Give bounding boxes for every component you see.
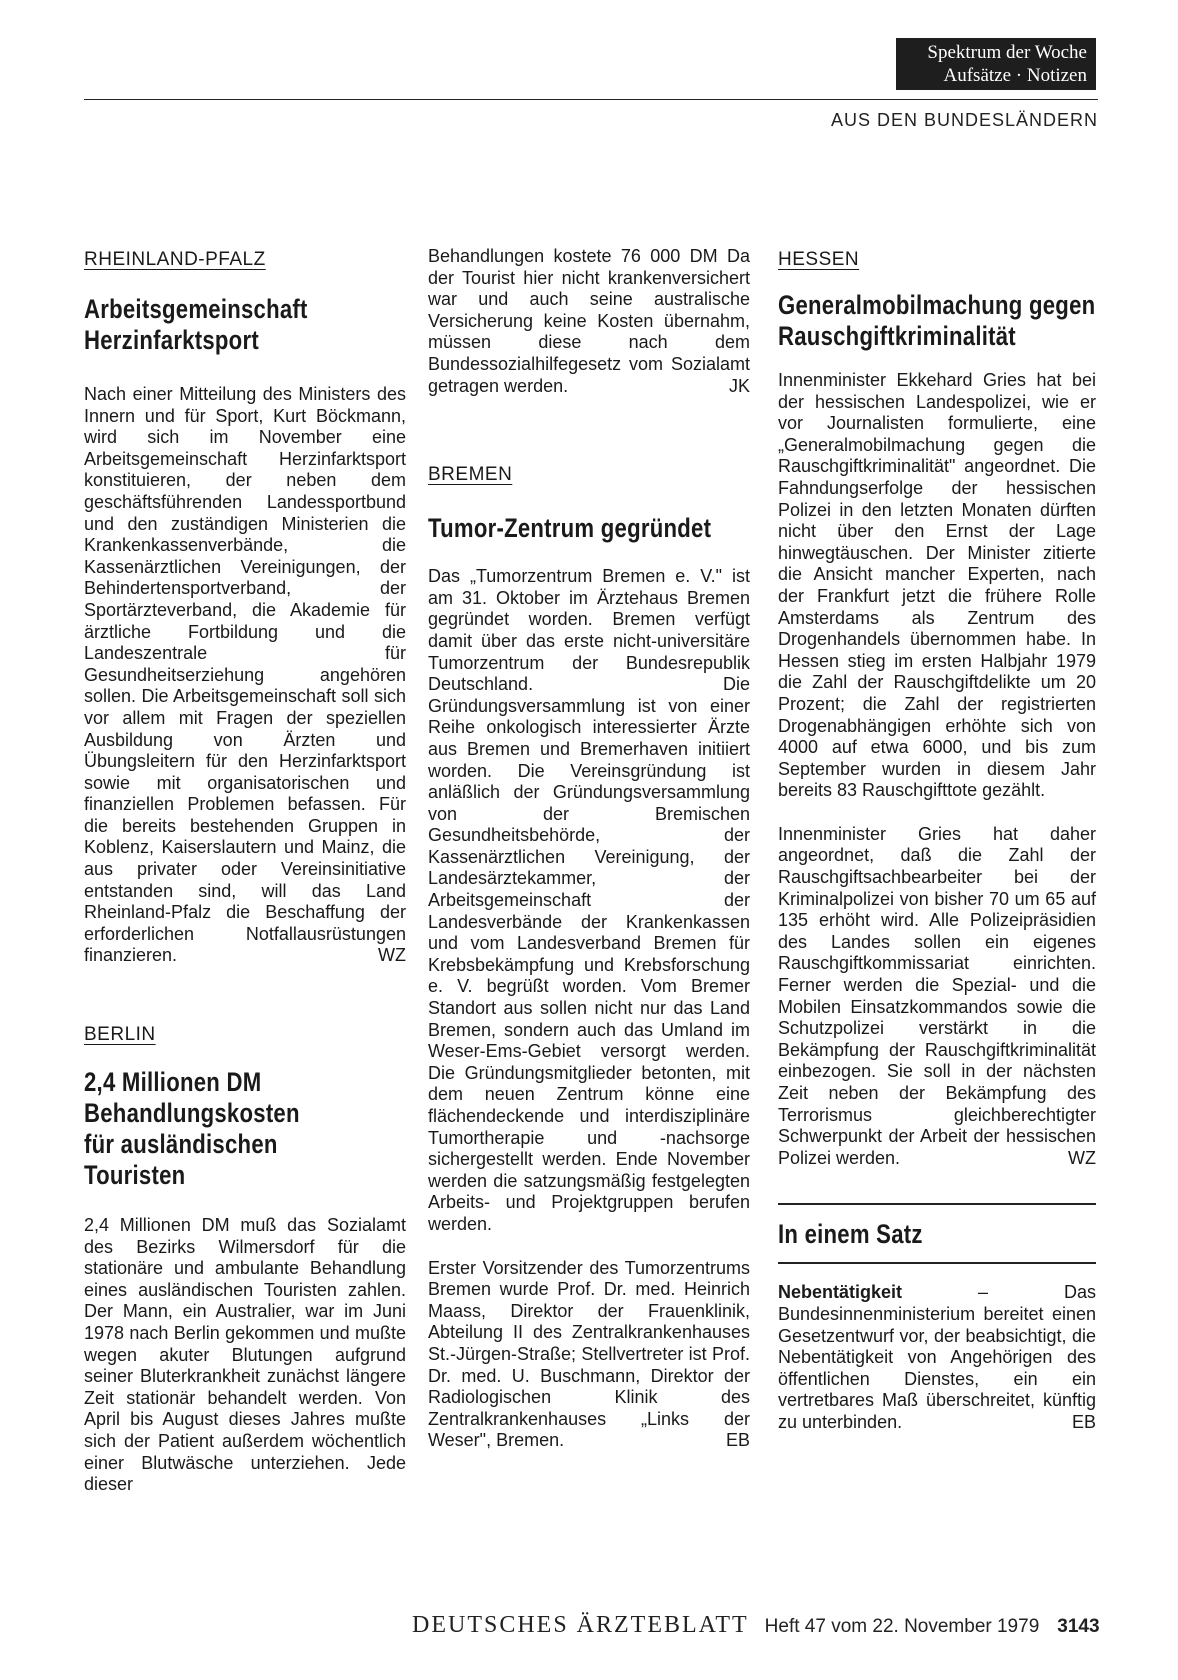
column-2 bbox=[428, 246, 750, 1452]
section-heading: AUS DEN BUNDESLÄNDERN bbox=[830, 110, 1098, 130]
author-initials: WZ bbox=[1068, 1147, 1096, 1168]
article-body-berlin-continued bbox=[428, 246, 750, 397]
column-1 bbox=[84, 248, 406, 1496]
header-rule bbox=[84, 99, 1098, 100]
in-einem-satz-body bbox=[778, 1282, 1096, 1433]
column-3 bbox=[778, 248, 1096, 1434]
article-body-hessen: Innenminister Ekkehard Gries hat bei der hessischen Landespolizei, wie er vor Journalisten formulierte, eine „Generalmobilmachung gegen die Rauschgiftkriminalität" angeordnet. Die Fahndungserfolge der hessischen Polizei in den letzten Monaten dürften nicht über den Ernst der Lage hinwegtäuschen. Der Minister zitierte die Ansicht mancher Experten, nach der Frankfurt jetzt die frühere Rolle Amsterdams als Zentrum des Drogenhandels übernommen habe. In Hessen stieg im ersten Halbjahr 1979 die Zahl der Rauschgiftdelikte um 20 Prozent; die Zahl der registrierten Drogenabhängigen erhöhte sich von 4000 auf etwa 6000, und bis zum September wurden in diesem Jahr bereits 83 Rauschgifttote gezählt. bbox=[778, 370, 1096, 801]
item-lead: Nebentätigkeit bbox=[778, 1282, 903, 1303]
article-title-rheinland: Arbeitsgemeinschaft Herzinfarktsport bbox=[84, 294, 308, 355]
article-body-bremen: Das „Tumorzentrum Bremen e. V." ist am 31. Oktober im Ärztehaus Bremen gegründet worden. Bremen verfügt damit über das erste nicht-universitäre Tumorzentrum der Bundesrepublik Deutschland. Die Gründungsversammlung ist von einer Reihe onkologisch interessierter Ärzte aus Bremen und Bremerhaven initiiert worden. Die Vereinsgründung ist anläßlich der Gründungsversammlung von der Bremischen Gesundheitsbehörde, der Kassenärztlichen Vereinigung, der Landesärztekammer, der Arbeitsgemeinschaft der Landesverbände der Krankenkassen und vom Landesverband Bremen für Krebsbekämpfung und Krebsforschung e. V. begrüßt worden. Vom Bremer Standort aus sollen nicht nur das Land Bremen, sondern auch das Umland im Weser-Ems-Gebiet versorgt werden. Die Gründungsmitglieder betonten, mit dem neuen Zentrum könne eine flächendeckende und interdisziplinäre Tumortherapie und -nachsorge sichergestellt werden. Ende November werden die satzungsmäßig festgelegten Arbeits- und Projektgruppen berufen werden. bbox=[428, 566, 750, 1234]
author-initials: WZ bbox=[378, 945, 406, 966]
region-label-rheinland: RHEINLAND-PFALZ bbox=[84, 249, 266, 270]
article-body-berlin: 2,4 Millionen DM muß das Sozialamt des Bezirks Wilmersdorf für die stationäre und ambulante Behandlung eines ausländischen Touristen zahlen. Der Mann, ein Australier, war im Juni 1978 nach Berlin gekommen und mußte wegen akuter Blutungen aufgrund seiner Bluterkrankheit zunächst längere Zeit stationär behandelt werden. Von April bis August dieses Jahres mußte sich der Patient außerdem wöchentlich einer Blutwäsche unterziehen. Jede dieser bbox=[84, 1215, 406, 1495]
article-title-berlin: 2,4 Millionen DM Behandlungskosten für ausländischen Touristen bbox=[84, 1067, 300, 1191]
page-footer bbox=[412, 1612, 1100, 1639]
region-label-bremen: BREMEN bbox=[428, 464, 513, 486]
body-text: Innenminister Gries hat daher angeordnet, daß die Zahl der Rauschgiftsachbearbeiter bei der Kriminalpolizei von bisher 70 um 65 auf 135 erhöht wird. Alle Polizeipräsidien des Landes sollen ein eigenes Rauschgiftkommissariat einrichten. Ferner werden die Spezial- und die Mobilen Einsatzkommandos sowie die Schutzpolizei verstärkt in die Bekämpfung der Rauschgiftkriminalität einbezogen. Sie soll in der nächsten Zeit neben der Bekämpfung des Terrorismus gleichberechtigter Schwerpunkt der Arbeit der hessischen Polizei werden. bbox=[778, 823, 1096, 1168]
issue-info: Heft 47 vom 22. November 1979 bbox=[764, 1616, 1040, 1637]
article-title-bremen: Tumor-Zentrum gegründet bbox=[428, 513, 712, 544]
badge-line-2: Aufsätze · Notizen bbox=[943, 65, 1087, 86]
author-initials: EB bbox=[1071, 1411, 1096, 1432]
body-text: Behandlungen kostete 76 000 DM Da der Tourist hier nicht krankenversichert war und auch seine australische Versicherung keine Kosten übernahm, müssen diese nach dem Bundessozialhilfegesetz vom Sozialamt getragen werden. bbox=[428, 246, 750, 396]
publication-name: DEUTSCHES ÄRZTEBLATT bbox=[412, 1612, 749, 1638]
badge-line-1: Spektrum der Woche bbox=[927, 42, 1087, 63]
body-text: – Das Bundesinnenministerium bereitet einen Gesetzentwurf vor, der beabsichtigt, die Nebentätigkeit von Angehörigen des öffentlichen Dienstes, ein ein vertretbares Maß überschreitet, künftig zu unterbinden. bbox=[778, 1282, 1096, 1432]
body-text: Erster Vorsitzender des Tumorzentrums Bremen wurde Prof. Dr. med. Heinrich Maass, Direktor der Frauenklinik, Abteilung II des Zentralkrankenhauses St.-Jürgen-Straße; Stellvertreter ist Prof. Dr. med. U. Buschmann, Direktor der Radiologischen Klinik des Zentralkrankenhauses „Links der Weser", Bremen. bbox=[428, 1257, 750, 1451]
in-einem-satz-title: In einem Satz bbox=[778, 1219, 923, 1250]
author-initials: EB bbox=[725, 1430, 750, 1451]
region-label-hessen: HESSEN bbox=[778, 249, 860, 270]
page-number: 3143 bbox=[1057, 1616, 1100, 1637]
article-body-bremen-2 bbox=[428, 1258, 750, 1452]
article-body-hessen-2 bbox=[778, 824, 1096, 1170]
author-initials: JK bbox=[728, 375, 750, 396]
article-body-rheinland bbox=[84, 384, 406, 967]
body-text: Nach einer Mitteilung des Ministers des Innern und für Sport, Kurt Böckmann, wird sich im November eine Arbeitsgemeinschaft Herzinfarktsport konstituieren, der neben dem geschäftsführenden Landessportbund und den zuständigen Ministerien die Krankenkassenverbände, die Kassenärztlichen Vereinigungen, der Behindertensportverband, der Sportärzteverband, die Akademie für ärztliche Fortbildung und die Landeszentrale für Gesundheitserziehung angehören sollen. Die Arbeitsgemeinschaft soll sich vor allem mit Fragen der speziellen Ausbildung von Ärzten und Übungsleitern für den Herzinfarktsport sowie mit organisatorischen und finanziellen Problemen befassen. Für die bereits bestehenden Gruppen in Koblenz, Kaiserslautern und Mainz, die aus privater oder Vereinsinitiative entstanden sind, will das Land Rheinland-Pfalz die Beschaffung der erforderlichen Notfallausrüstungen finanzieren. bbox=[84, 384, 406, 966]
region-label-berlin: BERLIN bbox=[84, 1024, 156, 1046]
section-badge bbox=[896, 38, 1096, 90]
article-title-hessen: Generalmobilmachung gegen Rauschgiftkriminalität bbox=[778, 290, 1096, 351]
